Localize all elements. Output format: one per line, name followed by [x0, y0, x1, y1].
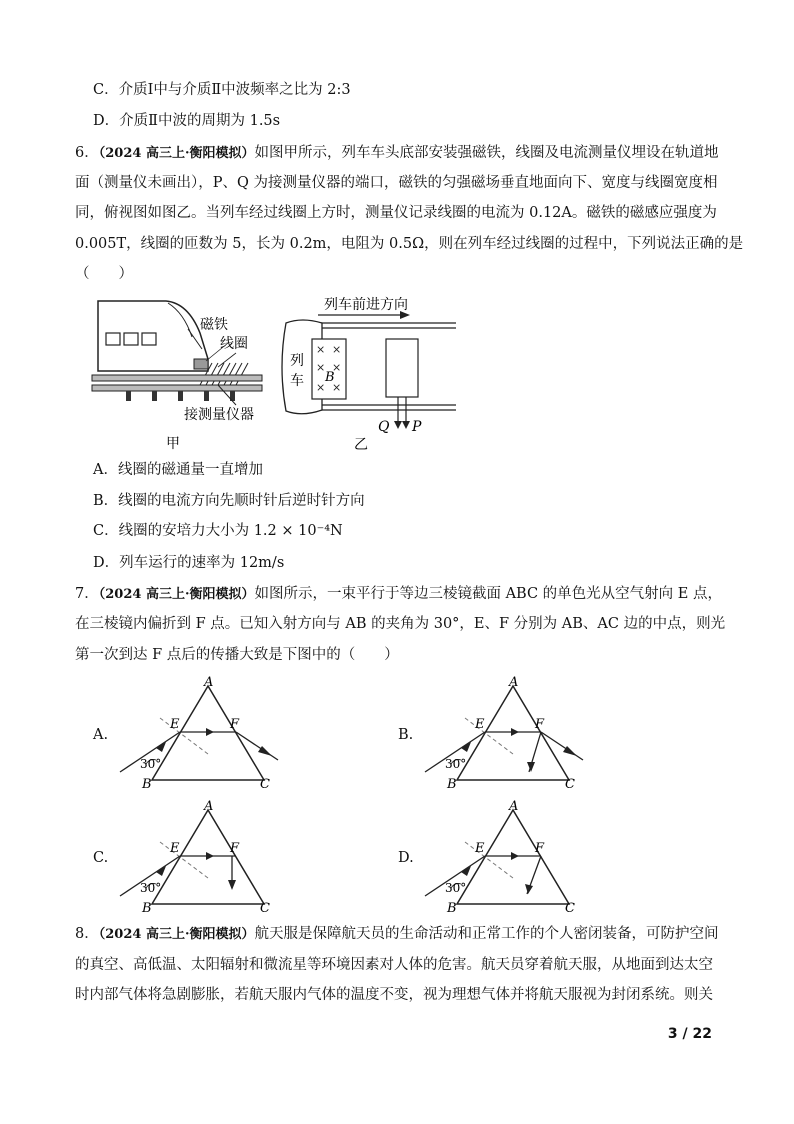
- q-label: Q: [378, 419, 390, 435]
- label-e: E: [170, 717, 180, 732]
- label-b: B: [447, 901, 457, 915]
- svg-text:×: ×: [316, 343, 326, 356]
- b-label: B: [325, 370, 335, 385]
- label-c: C: [260, 901, 270, 915]
- q7-option-a-letter: A.: [93, 727, 109, 743]
- label-e: E: [475, 717, 485, 732]
- q8-number: 8．: [75, 926, 99, 942]
- label-f: F: [230, 717, 240, 732]
- q7-prism-figure-d: [417, 800, 587, 915]
- label-e: E: [475, 841, 485, 856]
- q7-prism-figure-b: [417, 676, 587, 791]
- q6-figure-yi: [278, 293, 463, 458]
- q7-stem-line-1: [75, 584, 722, 605]
- q7-prism-figure-c: [112, 800, 282, 915]
- q7-stem-line-3: 第一次到达 F 点后的传播大致是下图中的（ ）: [75, 647, 399, 663]
- train-label-2: 车: [290, 373, 304, 389]
- q6-text: 如图甲所示，列车车头底部安装强磁铁，线圈及电流测量仪埋设在轨道地: [254, 145, 719, 161]
- p-label: P: [412, 419, 422, 435]
- label-b: B: [142, 777, 152, 791]
- q6-option-b: B．线圈的电流方向先顺时针后逆时针方向: [93, 493, 365, 509]
- caption-yi: 乙: [354, 437, 368, 453]
- q7-option-d-letter: D.: [398, 850, 414, 866]
- q6-stem-line-4: 0.005T，线圈的匝数为 5，长为 0.2m，电阻为 0.5Ω，则在列车经过线圈的过程中，下列说法正确的是: [75, 236, 744, 252]
- q8-stem-line-3: 时内部气体将急剧膨胀，若航天服内气体的温度不变，视为理想气体并将航天服视为封闭系统。则关: [75, 987, 713, 1003]
- q8-stem-line-2: 的真空、高低温、太阳辐射和微流星等环境因素对人体的危害。航天员穿着航天服，从地面到达太空: [75, 957, 713, 973]
- label-c: C: [260, 777, 270, 791]
- q6-source: （2024 高三上·衡阳模拟）: [98, 146, 255, 161]
- direction-label: 列车前进方向: [324, 297, 408, 313]
- q5-option-d: D．介质Ⅱ中波的周期为 1.5s: [93, 113, 281, 129]
- label-e: E: [170, 841, 180, 856]
- svg-text:×: ×: [332, 343, 342, 356]
- q6-option-d: D．列车运行的速率为 12m/s: [93, 555, 285, 571]
- label-angle: 30°: [140, 881, 162, 895]
- q7-prism-figure-a: [112, 676, 282, 791]
- instrument-label: 接测量仪器: [184, 407, 254, 423]
- label-c: C: [565, 777, 575, 791]
- q6-stem-line-1: [75, 143, 718, 164]
- q6-option-c: C．线圈的安培力大小为 1.2 × 10⁻⁴N: [93, 523, 343, 539]
- q5-option-c: C．介质Ⅰ中与介质Ⅱ中波频率之比为 2:3: [93, 82, 351, 98]
- q7-option-b-letter: B.: [398, 727, 414, 743]
- coil-label: 线圈: [220, 336, 248, 352]
- magnet-label: 磁铁: [200, 317, 228, 333]
- label-b: B: [142, 901, 152, 915]
- label-c: C: [565, 901, 575, 915]
- q7-option-c-letter: C.: [93, 850, 109, 866]
- svg-text:×: ×: [316, 381, 326, 394]
- q6-stem-line-3: 同，俯视图如图乙。当列车经过线圈上方时，测量仪记录线圈的电流为 0.12A。磁铁的磁感应强度为: [75, 205, 717, 221]
- q8-text: 航天服是保障航天员的生命活动和正常工作的个人密闭装备，可防护空间: [254, 926, 719, 942]
- svg-text:×: ×: [332, 361, 342, 374]
- label-angle: 30°: [445, 757, 467, 771]
- q7-stem-line-2: 在三棱镜内偏折到 F 点。已知入射方向与 AB 的夹角为 30°，E、F 分别为 AB、AC 边的中点，则光: [75, 616, 726, 632]
- label-f: F: [230, 841, 240, 856]
- q7-number: 7．: [75, 586, 99, 602]
- q8-stem-line-1: [75, 924, 718, 945]
- caption-jia: 甲: [166, 436, 180, 452]
- label-f: F: [535, 717, 545, 732]
- label-a: A: [509, 676, 519, 690]
- q6-option-a: A．线圈的磁通量一直增加: [93, 462, 263, 478]
- page-number: 3 / 22: [667, 1026, 712, 1042]
- svg-text:×: ×: [316, 361, 326, 374]
- q7-text: 如图所示，一束平行于等边三棱镜截面 ABC 的单色光从空气射向 E 点，: [254, 586, 722, 602]
- q6-figure-jia: [88, 293, 273, 458]
- q6-stem-line-5: （ ）: [75, 266, 133, 282]
- svg-text:×: ×: [332, 381, 342, 394]
- train-label-1: 列: [290, 353, 304, 369]
- label-f: F: [535, 841, 545, 856]
- label-angle: 30°: [140, 757, 162, 771]
- q7-source: （2024 高三上·衡阳模拟）: [98, 587, 255, 602]
- label-a: A: [204, 800, 214, 814]
- label-angle: 30°: [445, 881, 467, 895]
- label-a: A: [204, 676, 214, 690]
- q6-stem-line-2: 面（测量仪未画出），P、Q 为接测量仪器的端口，磁铁的匀强磁场垂直地面向下、宽度与线圈宽度相: [75, 175, 718, 191]
- q8-source: （2024 高三上·衡阳模拟）: [98, 927, 255, 942]
- q6-number: 6．: [75, 145, 99, 161]
- label-a: A: [509, 800, 519, 814]
- label-b: B: [447, 777, 457, 791]
